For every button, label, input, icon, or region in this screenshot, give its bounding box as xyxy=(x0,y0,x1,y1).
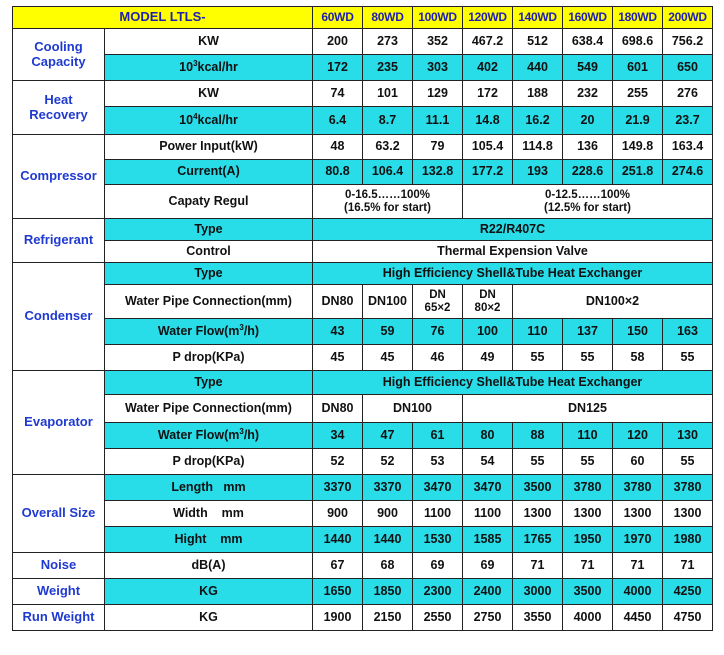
refrigerant-control-row xyxy=(13,241,713,263)
table-cell: 106.4 xyxy=(363,160,413,185)
noise-row xyxy=(13,553,713,579)
compressor-group: Compressor xyxy=(13,135,105,219)
label-text: /h) xyxy=(243,323,260,338)
compressor-capacity-row xyxy=(13,185,713,219)
table-cell: 232 xyxy=(563,81,613,107)
table-cell: 20 xyxy=(563,107,613,135)
table-cell: 6.4 xyxy=(313,107,363,135)
heat-recovery-group: Heat Recovery xyxy=(13,81,105,135)
table-cell: 150 xyxy=(613,319,663,345)
table-cell: 900 xyxy=(313,501,363,527)
table-cell: 3470 xyxy=(413,475,463,501)
table-cell: 55 xyxy=(513,449,563,475)
table-cell: 2150 xyxy=(363,605,413,631)
row-label: Water Pipe Connection(mm) xyxy=(105,285,313,319)
table-cell: 1970 xyxy=(613,527,663,553)
table-cell: 2400 xyxy=(463,579,513,605)
model-size-header: 80WD xyxy=(363,7,413,29)
condenser-pipe-row xyxy=(13,285,713,319)
table-cell: 228.6 xyxy=(563,160,613,185)
table-cell: 1650 xyxy=(313,579,363,605)
size-width-row xyxy=(13,501,713,527)
table-cell: 3370 xyxy=(313,475,363,501)
model-size-header: 160WD xyxy=(563,7,613,29)
table-cell: 638.4 xyxy=(563,29,613,55)
table-cell: 80 xyxy=(463,423,513,449)
table-cell: 1300 xyxy=(663,501,713,527)
pipe-line: DN xyxy=(479,288,496,301)
table-cell: DN100 xyxy=(363,395,463,423)
table-cell: 698.6 xyxy=(613,29,663,55)
row-label: Width mm xyxy=(105,501,313,527)
row-label: Water Pipe Connection(mm) xyxy=(105,395,313,423)
table-cell: 76 xyxy=(413,319,463,345)
table-cell: DN100 xyxy=(363,285,413,319)
row-label: Type xyxy=(105,219,313,241)
unit-base: 10 xyxy=(179,59,194,74)
table-cell: 88 xyxy=(513,423,563,449)
row-label: Length mm xyxy=(105,475,313,501)
table-cell: 1950 xyxy=(563,527,613,553)
table-cell: 43 xyxy=(313,319,363,345)
overall-size-group: Overall Size xyxy=(13,475,105,553)
table-cell: 23.7 xyxy=(663,107,713,135)
table-cell: 163.4 xyxy=(663,135,713,160)
table-cell: 4250 xyxy=(663,579,713,605)
table-cell: 69 xyxy=(463,553,513,579)
row-unit: dB(A) xyxy=(105,553,313,579)
table-cell: 2300 xyxy=(413,579,463,605)
table-cell: 21.9 xyxy=(613,107,663,135)
row-label: Hight mm xyxy=(105,527,313,553)
row-unit xyxy=(105,55,313,81)
table-cell: DN80 xyxy=(313,395,363,423)
size-height-row xyxy=(13,527,713,553)
capacity-start: (16.5% for start) xyxy=(344,201,431,214)
table-cell: 601 xyxy=(613,55,663,81)
capacity-regulation-cell xyxy=(463,185,713,219)
table-cell: DN80 xyxy=(313,285,363,319)
table-cell: 59 xyxy=(363,319,413,345)
table-cell: 1440 xyxy=(363,527,413,553)
model-size-header: 100WD xyxy=(413,7,463,29)
table-cell: 3780 xyxy=(613,475,663,501)
table-cell: 3550 xyxy=(513,605,563,631)
table-cell: 1900 xyxy=(313,605,363,631)
table-cell: 55 xyxy=(563,345,613,371)
pipe-line: DN xyxy=(429,288,446,301)
table-cell: 71 xyxy=(563,553,613,579)
table-cell: 8.7 xyxy=(363,107,413,135)
table-cell: 1980 xyxy=(663,527,713,553)
table-cell: 52 xyxy=(313,449,363,475)
condenser-group: Condenser xyxy=(13,263,105,371)
table-cell: 4450 xyxy=(613,605,663,631)
table-cell: 273 xyxy=(363,29,413,55)
table-cell: 130 xyxy=(663,423,713,449)
table-cell: 1440 xyxy=(313,527,363,553)
model-size-header: 60WD xyxy=(313,7,363,29)
table-cell: 34 xyxy=(313,423,363,449)
condenser-type-row xyxy=(13,263,713,285)
heat-kw-row xyxy=(13,81,713,107)
table-cell: 63.2 xyxy=(363,135,413,160)
table-cell: 352 xyxy=(413,29,463,55)
label-exponent: 3 xyxy=(239,426,244,436)
refrigerant-control-value: Thermal Expension Valve xyxy=(313,241,713,263)
table-cell xyxy=(413,285,463,319)
table-cell: 756.2 xyxy=(663,29,713,55)
row-unit: KG xyxy=(105,579,313,605)
table-cell: 71 xyxy=(613,553,663,579)
table-cell: 100 xyxy=(463,319,513,345)
table-cell: 48 xyxy=(313,135,363,160)
table-cell: 1585 xyxy=(463,527,513,553)
row-unit: KG xyxy=(105,605,313,631)
table-cell: 80.8 xyxy=(313,160,363,185)
table-cell: 110 xyxy=(563,423,613,449)
table-cell: 3500 xyxy=(513,475,563,501)
unit-base: 10 xyxy=(179,112,194,127)
pipe-line: 65×2 xyxy=(424,301,451,314)
table-cell: 67 xyxy=(313,553,363,579)
table-cell: 60 xyxy=(613,449,663,475)
unit-exponent: 3 xyxy=(193,58,198,68)
cooling-capacity-group: Cooling Capacity xyxy=(13,29,105,81)
table-cell: 467.2 xyxy=(463,29,513,55)
table-cell: 136 xyxy=(563,135,613,160)
table-cell: 68 xyxy=(363,553,413,579)
table-cell: 1300 xyxy=(513,501,563,527)
table-cell: 402 xyxy=(463,55,513,81)
row-label: Power Input(kW) xyxy=(105,135,313,160)
spec-table-container xyxy=(12,6,712,631)
table-cell: 79 xyxy=(413,135,463,160)
cooling-kw-row xyxy=(13,29,713,55)
table-cell: 512 xyxy=(513,29,563,55)
weight-row xyxy=(13,579,713,605)
table-cell: 55 xyxy=(563,449,613,475)
model-size-header: 120WD xyxy=(463,7,513,29)
size-length-row xyxy=(13,475,713,501)
table-cell: 45 xyxy=(363,345,413,371)
capacity-range: 0-16.5……100% xyxy=(344,188,431,201)
row-label: P drop(KPa) xyxy=(105,345,313,371)
row-label: Control xyxy=(105,241,313,263)
table-cell: 14.8 xyxy=(463,107,513,135)
capacity-regulation-cell xyxy=(313,185,463,219)
table-cell: 129 xyxy=(413,81,463,107)
table-cell: 55 xyxy=(663,449,713,475)
table-cell: 1850 xyxy=(363,579,413,605)
row-unit: KW xyxy=(105,29,313,55)
table-cell: 900 xyxy=(363,501,413,527)
table-cell: 53 xyxy=(413,449,463,475)
weight-group: Weight xyxy=(13,579,105,605)
evaporator-type-value: High Efficiency Shell&Tube Heat Exchanger xyxy=(313,371,713,395)
table-cell: 1530 xyxy=(413,527,463,553)
unit-rest: kcal/hr xyxy=(197,59,238,74)
table-cell: 3370 xyxy=(363,475,413,501)
table-cell: 54 xyxy=(463,449,513,475)
row-label: Capaty Regul xyxy=(105,185,313,219)
table-cell: 49 xyxy=(463,345,513,371)
table-cell: 47 xyxy=(363,423,413,449)
table-cell: 3470 xyxy=(463,475,513,501)
table-cell: 55 xyxy=(663,345,713,371)
model-size-header: 140WD xyxy=(513,7,563,29)
spec-table xyxy=(12,6,713,631)
evaporator-pdrop-row xyxy=(13,449,713,475)
run-weight-group: Run Weight xyxy=(13,605,105,631)
table-cell: 4750 xyxy=(663,605,713,631)
model-size-header: 200WD xyxy=(663,7,713,29)
table-cell: 71 xyxy=(663,553,713,579)
table-cell: 3500 xyxy=(563,579,613,605)
evaporator-group: Evaporator xyxy=(13,371,105,475)
table-cell: 3780 xyxy=(663,475,713,501)
row-label: P drop(KPa) xyxy=(105,449,313,475)
table-cell: 3780 xyxy=(563,475,613,501)
refrigerant-type-row xyxy=(13,219,713,241)
table-cell: 101 xyxy=(363,81,413,107)
table-cell: 549 xyxy=(563,55,613,81)
unit-exponent: 4 xyxy=(193,111,198,121)
unit-rest: kcal/hr xyxy=(197,112,238,127)
table-cell: 105.4 xyxy=(463,135,513,160)
table-cell: 4000 xyxy=(613,579,663,605)
heat-kcal-row xyxy=(13,107,713,135)
table-cell: DN125 xyxy=(463,395,713,423)
label-text: /h) xyxy=(243,427,260,442)
table-cell: 276 xyxy=(663,81,713,107)
table-cell: 172 xyxy=(463,81,513,107)
table-cell: 235 xyxy=(363,55,413,81)
table-cell: 2750 xyxy=(463,605,513,631)
row-label: Current(A) xyxy=(105,160,313,185)
table-cell: 1100 xyxy=(413,501,463,527)
header-row xyxy=(13,7,713,29)
table-cell: 2550 xyxy=(413,605,463,631)
table-cell: 177.2 xyxy=(463,160,513,185)
row-label: Type xyxy=(105,263,313,285)
noise-group: Noise xyxy=(13,553,105,579)
table-cell: 149.8 xyxy=(613,135,663,160)
condenser-flow-row xyxy=(13,319,713,345)
table-cell: 71 xyxy=(513,553,563,579)
row-label xyxy=(105,319,313,345)
table-cell: 52 xyxy=(363,449,413,475)
table-cell: 46 xyxy=(413,345,463,371)
evaporator-flow-row xyxy=(13,423,713,449)
table-cell: 255 xyxy=(613,81,663,107)
refrigerant-type-value: R22/R407C xyxy=(313,219,713,241)
table-cell: 45 xyxy=(313,345,363,371)
table-cell: 1100 xyxy=(463,501,513,527)
evaporator-pipe-row xyxy=(13,395,713,423)
refrigerant-group: Refrigerant xyxy=(13,219,105,263)
table-cell: 1765 xyxy=(513,527,563,553)
table-cell: 74 xyxy=(313,81,363,107)
pipe-line: 80×2 xyxy=(474,301,501,314)
table-cell xyxy=(463,285,513,319)
table-cell: 137 xyxy=(563,319,613,345)
table-cell: 1300 xyxy=(613,501,663,527)
capacity-start: (12.5% for start) xyxy=(544,201,631,214)
evaporator-type-row xyxy=(13,371,713,395)
table-cell: 110 xyxy=(513,319,563,345)
cooling-kcal-row xyxy=(13,55,713,81)
table-cell: 172 xyxy=(313,55,363,81)
table-cell: 16.2 xyxy=(513,107,563,135)
row-label: Type xyxy=(105,371,313,395)
row-unit: KW xyxy=(105,81,313,107)
table-cell: 251.8 xyxy=(613,160,663,185)
table-cell: 193 xyxy=(513,160,563,185)
table-cell: DN100×2 xyxy=(513,285,713,319)
table-cell: 61 xyxy=(413,423,463,449)
table-cell: 188 xyxy=(513,81,563,107)
label-text: Water Flow(m xyxy=(157,323,240,338)
table-cell: 200 xyxy=(313,29,363,55)
run-weight-row xyxy=(13,605,713,631)
label-text: Water Flow(m xyxy=(157,427,240,442)
table-cell: 11.1 xyxy=(413,107,463,135)
condenser-type-value: High Efficiency Shell&Tube Heat Exchanger xyxy=(313,263,713,285)
table-cell: 58 xyxy=(613,345,663,371)
table-cell: 1300 xyxy=(563,501,613,527)
row-unit xyxy=(105,107,313,135)
condenser-pdrop-row xyxy=(13,345,713,371)
table-cell: 55 xyxy=(513,345,563,371)
table-cell: 650 xyxy=(663,55,713,81)
table-cell: 303 xyxy=(413,55,463,81)
label-exponent: 3 xyxy=(239,322,244,332)
table-cell: 132.8 xyxy=(413,160,463,185)
table-cell: 69 xyxy=(413,553,463,579)
compressor-current-row xyxy=(13,160,713,185)
model-size-header: 180WD xyxy=(613,7,663,29)
table-cell: 163 xyxy=(663,319,713,345)
table-cell: 120 xyxy=(613,423,663,449)
table-cell: 114.8 xyxy=(513,135,563,160)
table-cell: 4000 xyxy=(563,605,613,631)
table-cell: 274.6 xyxy=(663,160,713,185)
compressor-power-row xyxy=(13,135,713,160)
capacity-range: 0-12.5……100% xyxy=(544,188,631,201)
table-cell: 3000 xyxy=(513,579,563,605)
row-label xyxy=(105,423,313,449)
table-cell: 440 xyxy=(513,55,563,81)
model-header: MODEL LTLS- xyxy=(13,7,313,29)
